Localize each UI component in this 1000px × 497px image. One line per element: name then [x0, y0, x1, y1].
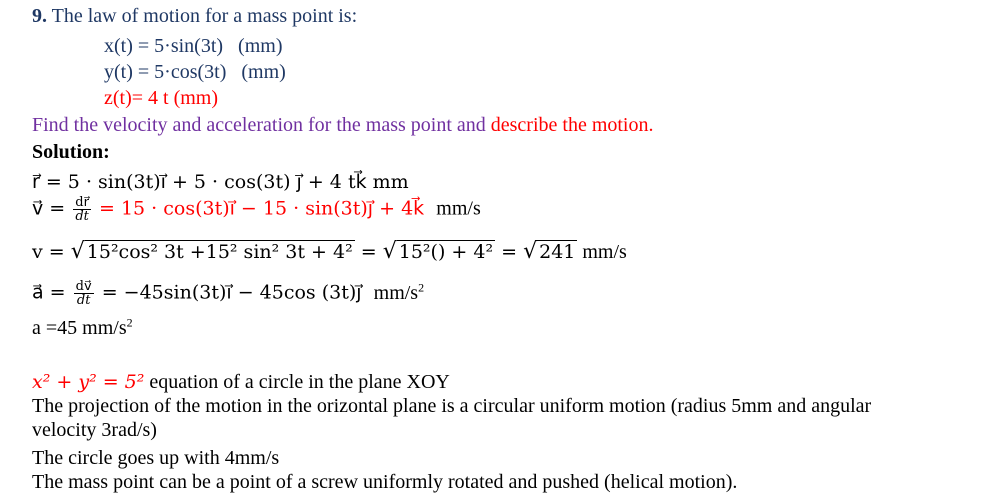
velocity-lhs: v⃗ = — [32, 197, 66, 220]
description-line-3: The circle goes up with 4mm/s — [32, 447, 280, 469]
velocity-derivative-fraction — [73, 196, 91, 223]
equation-y — [104, 60, 286, 84]
acceleration-rhs: = −45sin(3t)ı⃗ − 45cos (3t)ȷ⃗ — [101, 281, 362, 304]
task-part-2: describe the motion. — [490, 114, 654, 136]
equation-x — [104, 34, 282, 58]
acceleration-lhs: a⃗ = — [32, 281, 66, 304]
speed-equation — [32, 240, 627, 264]
acceleration-unit-base: mm/s — [373, 281, 419, 304]
speed-lhs: v = — [32, 241, 71, 263]
sqrt-symbol-2: √ — [382, 239, 397, 264]
acceleration-equation — [32, 280, 424, 307]
problem-title — [32, 4, 357, 28]
equation-y-expr: y(t) = 5·cos(3t) — [104, 61, 227, 83]
problem-number: 9. — [32, 5, 47, 27]
description-line-4: The mass point can be a point of a screw uniformly rotated and pushed (helical motion). — [32, 471, 738, 493]
acceleration-unit-exponent: 2 — [418, 279, 425, 294]
task-part-1: Find the velocity and acceleration for the mass point and — [32, 114, 491, 136]
circle-equation-text: equation of a circle in the plane XOY — [144, 371, 450, 393]
equation-y-unit: (mm) — [241, 61, 286, 83]
equation-x-expr: x(t) = 5·sin(3t) — [104, 35, 224, 57]
acceleration-magnitude — [32, 316, 133, 340]
problem-statement: The law of motion for a mass point is: — [47, 5, 358, 27]
velocity-equation — [32, 196, 481, 223]
solution-heading: Solution: — [32, 141, 110, 163]
equation-x-unit: (mm) — [238, 35, 283, 57]
speed-radicand-3: 241 — [539, 241, 576, 263]
acceleration-magnitude-text: a =45 mm/s — [32, 317, 127, 339]
velocity-fraction-denominator: dt — [73, 209, 91, 223]
acceleration-unit — [373, 279, 425, 304]
task-statement — [32, 113, 653, 137]
speed-equals-2: = — [495, 241, 524, 263]
acceleration-derivative-fraction — [74, 280, 94, 307]
description-line-1: The projection of the motion in the orizontal plane is a circular uniform motion (radius 5mm and angular — [32, 395, 872, 417]
sqrt-symbol-3: √ — [523, 239, 538, 264]
speed-equals-1: = — [354, 241, 383, 263]
acceleration-magnitude-exponent: 2 — [126, 315, 133, 330]
speed-radicand-2: 15²() + 4² — [398, 241, 494, 263]
circle-equation-line — [32, 370, 450, 394]
circle-equation: x² + y² = 5² — [32, 371, 145, 393]
acceleration-fraction-numerator: dv⃗ — [75, 279, 92, 294]
acceleration-fraction-denominator: dt — [74, 293, 94, 307]
velocity-fraction-numerator: dr⃗ — [75, 195, 89, 210]
speed-radicand: 15²cos² 3t +15² sin² 3t + 4² — [86, 241, 353, 263]
velocity-rhs: = 15 · cos(3t)ı⃗ − 15 · sin(3t)ȷ⃗ + 4k⃗ — [98, 197, 425, 220]
velocity-unit: mm/s — [436, 197, 481, 220]
description-line-2: velocity 3rad/s) — [32, 419, 157, 441]
speed-unit: mm/s — [577, 241, 627, 263]
position-vector-equation: r⃗ = 5 · sin(3t)ı⃗ + 5 · cos(3t) ȷ⃗ + 4 tk⃗ mm — [32, 171, 409, 193]
sqrt-symbol: √ — [70, 239, 85, 264]
equation-z: z(t)= 4 t (mm) — [104, 87, 219, 109]
